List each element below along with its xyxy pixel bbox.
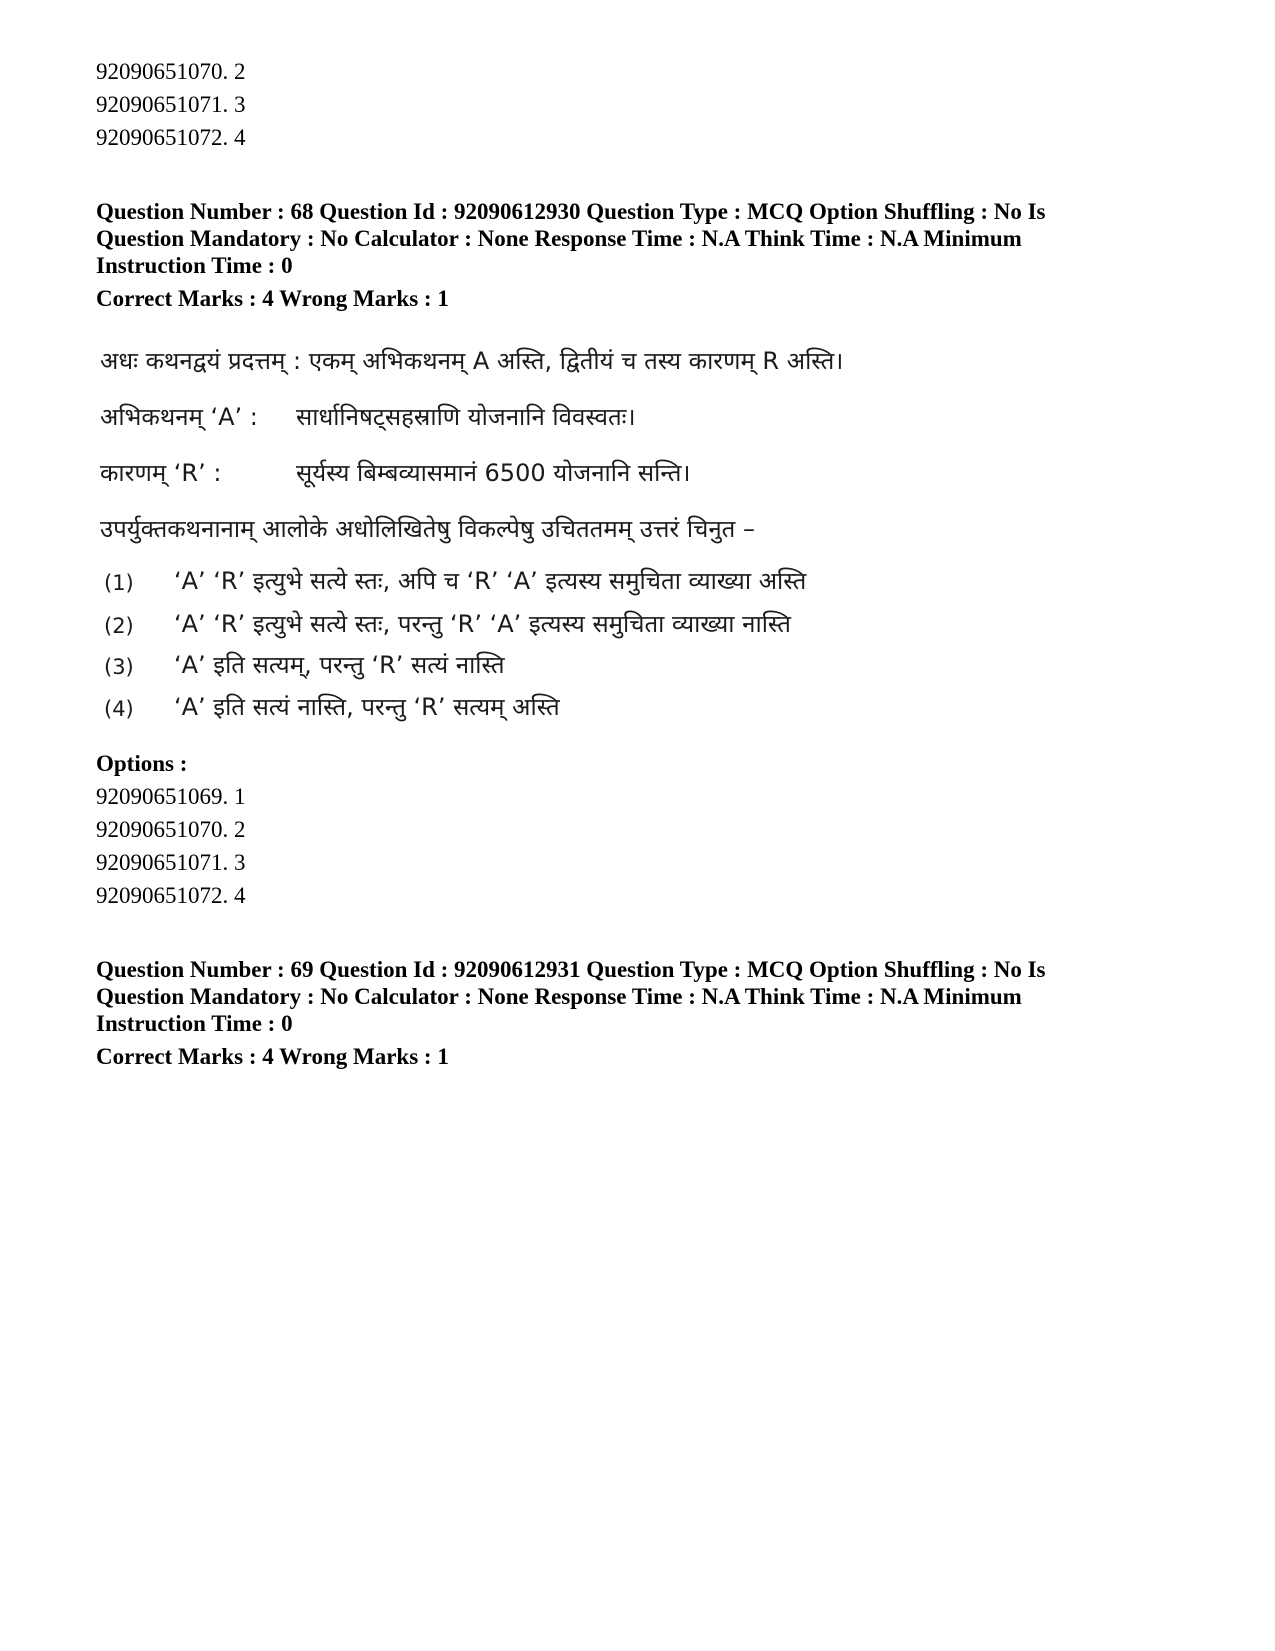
choice-text: ‘A’ इति सत्यम्, परन्तु ‘R’ सत्यं नास्ति bbox=[174, 651, 505, 679]
choice-number: (3) bbox=[104, 655, 134, 679]
reason-label: कारणम् ‘R’ : bbox=[100, 459, 222, 487]
option-line: 92090651069. 1 bbox=[96, 784, 246, 809]
choice-text: ‘A’ ‘R’ इत्युभे सत्ये स्तः, परन्तु ‘R’ ‘A’ इत्यस्य समुचिता व्याख्या नास्ति bbox=[174, 610, 791, 638]
option-line: 92090651070. 2 bbox=[96, 817, 246, 842]
question-header-line: Question Mandatory : No Calculator : None Response Time : N.A Think Time : N.A Minimum bbox=[96, 984, 1022, 1009]
option-line: 92090651071. 3 bbox=[96, 850, 246, 875]
option-line: 92090651070. 2 bbox=[96, 59, 246, 84]
option-line: 92090651071. 3 bbox=[96, 92, 246, 117]
question-header-line: Instruction Time : 0 bbox=[96, 1011, 293, 1036]
question-image bbox=[96, 347, 896, 747]
choice-number: (1) bbox=[104, 571, 134, 595]
options-label: Options : bbox=[96, 751, 188, 776]
option-line: 92090651072. 4 bbox=[96, 883, 246, 908]
choice-number: (4) bbox=[104, 697, 134, 721]
question-marks: Correct Marks : 4 Wrong Marks : 1 bbox=[96, 1044, 449, 1069]
question-intro: अधः कथनद्वयं प्रदत्तम् : एकम् अभिकथनम् A अस्ति, द्वितीयं च तस्य कारणम् R अस्ति। bbox=[100, 347, 844, 375]
choice-text: ‘A’ इति सत्यं नास्ति, परन्तु ‘R’ सत्यम् अस्ति bbox=[174, 693, 560, 721]
reason-text: सूर्यस्य बिम्बव्यासमानं 6500 योजनानि सन्ति। bbox=[296, 459, 691, 487]
assertion-label: अभिकथनम् ‘A’ : bbox=[100, 403, 258, 431]
choice-text: ‘A’ ‘R’ इत्युभे सत्ये स्तः, अपि च ‘R’ ‘A’ इत्यस्य समुचिता व्याख्या अस्ति bbox=[174, 567, 807, 595]
question-marks: Correct Marks : 4 Wrong Marks : 1 bbox=[96, 286, 449, 311]
question-header-line: Question Number : 68 Question Id : 92090612930 Question Type : MCQ Option Shuffling : No Is bbox=[96, 199, 1046, 224]
option-line: 92090651072. 4 bbox=[96, 125, 246, 150]
question-header-line: Question Mandatory : No Calculator : None Response Time : N.A Think Time : N.A Minimum bbox=[96, 226, 1022, 251]
question-header-line: Question Number : 69 Question Id : 92090612931 Question Type : MCQ Option Shuffling : No Is bbox=[96, 957, 1046, 982]
choice-number: (2) bbox=[104, 614, 134, 638]
question-header-line: Instruction Time : 0 bbox=[96, 253, 293, 278]
assertion-text: सार्धानिषट्सहस्राणि योजनानि विवस्वतः। bbox=[296, 403, 636, 431]
instruction-text: उपर्युक्तकथनानाम् आलोके अधोलिखितेषु विकल्पेषु उचिततमम् उत्तरं चिनुत – bbox=[100, 515, 755, 543]
